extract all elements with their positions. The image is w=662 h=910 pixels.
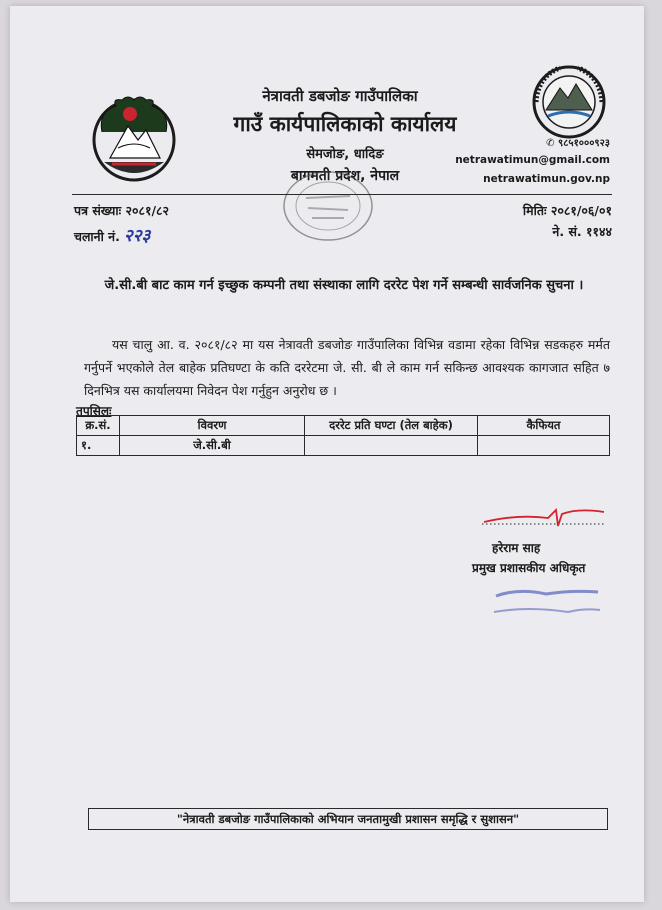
office-name: गाउँ कार्यपालिकाको कार्यालय: [233, 112, 457, 136]
letter-number: पत्र संख्याः २०८१/८२: [74, 203, 170, 218]
office-round-stamp-icon: [278, 166, 378, 246]
col-header-remarks: कैफियत: [478, 416, 610, 436]
cell-remarks: [478, 436, 610, 456]
website-address: netrawatimun.gov.np: [483, 173, 610, 185]
address-line2: बागमती प्रदेश, नेपाल: [290, 168, 400, 184]
nepal-samvat-date: ने. सं. ११४४: [552, 224, 612, 239]
header-divider: [72, 194, 612, 195]
notice-body: यस चालु आ. व. २०८१/८२ मा यस नेत्रावती डबजोङ गाउँपालिका विभिन्न वडामा रहेका विभिन्न सडकहरु मर्मत गर्नुपर्ने भएकोले तेल बाहेक प्रतिघण्टा के कति दररेटमा जे. सी. बी ले काम गर्न सकिन्छ आवश्यक कागजात सहित ७ दिनभित्र यस कार्यालयमा निवेदन पेश गर्नुहुन अनुरोध छ ।: [84, 337, 610, 398]
col-header-rate: दररेट प्रति घण्टा (तेल बाहेक): [305, 416, 478, 436]
dispatch-number-value: २२३: [123, 226, 151, 246]
phone-number: ✆ ९८५१०००९२३: [546, 138, 610, 149]
col-header-description: विवरण: [120, 416, 305, 436]
email-address: netrawatimun@gmail.com: [455, 154, 610, 166]
dispatch-number: चलानी नं. २२३: [74, 226, 151, 246]
name-stamp-icon: [488, 582, 606, 622]
cell-rate: [305, 436, 478, 456]
signature-icon: [478, 506, 608, 530]
notice-title: जे.सी.बी बाट काम गर्न इच्छुक कम्पनी तथा संस्थाका लागि दररेट पेश गर्ने सम्बन्धी सार्वजनिक सुचना ।: [104, 278, 584, 293]
table-row: [77, 436, 610, 456]
footer-slogan: "नेत्रावती डबजोङ गाउँपालिकाको अभियान जनतामुखी प्रशासन समृद्धि र सुशासन": [88, 808, 608, 830]
signatory-title: प्रमुख प्रशासकीय अधिकृत: [472, 561, 586, 575]
cell-description: जे.सी.बी: [120, 436, 305, 456]
table-header-row: [77, 416, 610, 436]
cell-sn: १.: [77, 436, 120, 456]
details-label: तपसिलः: [76, 404, 112, 418]
municipality-logo-icon: [530, 62, 608, 144]
details-table: [76, 415, 610, 456]
nepal-government-emblem-icon: [88, 92, 180, 184]
col-header-sn: क्र.सं.: [77, 416, 120, 436]
letter-date: मितिः २०८१/०६/०१: [522, 203, 612, 218]
document-page: [10, 6, 644, 902]
municipality-name: नेत्रावती डबजोङ गाउँपालिका: [262, 87, 418, 105]
address-line1: सेमजोङ, धादिङ: [306, 147, 384, 162]
signatory-name: हरेराम साह: [492, 541, 541, 555]
